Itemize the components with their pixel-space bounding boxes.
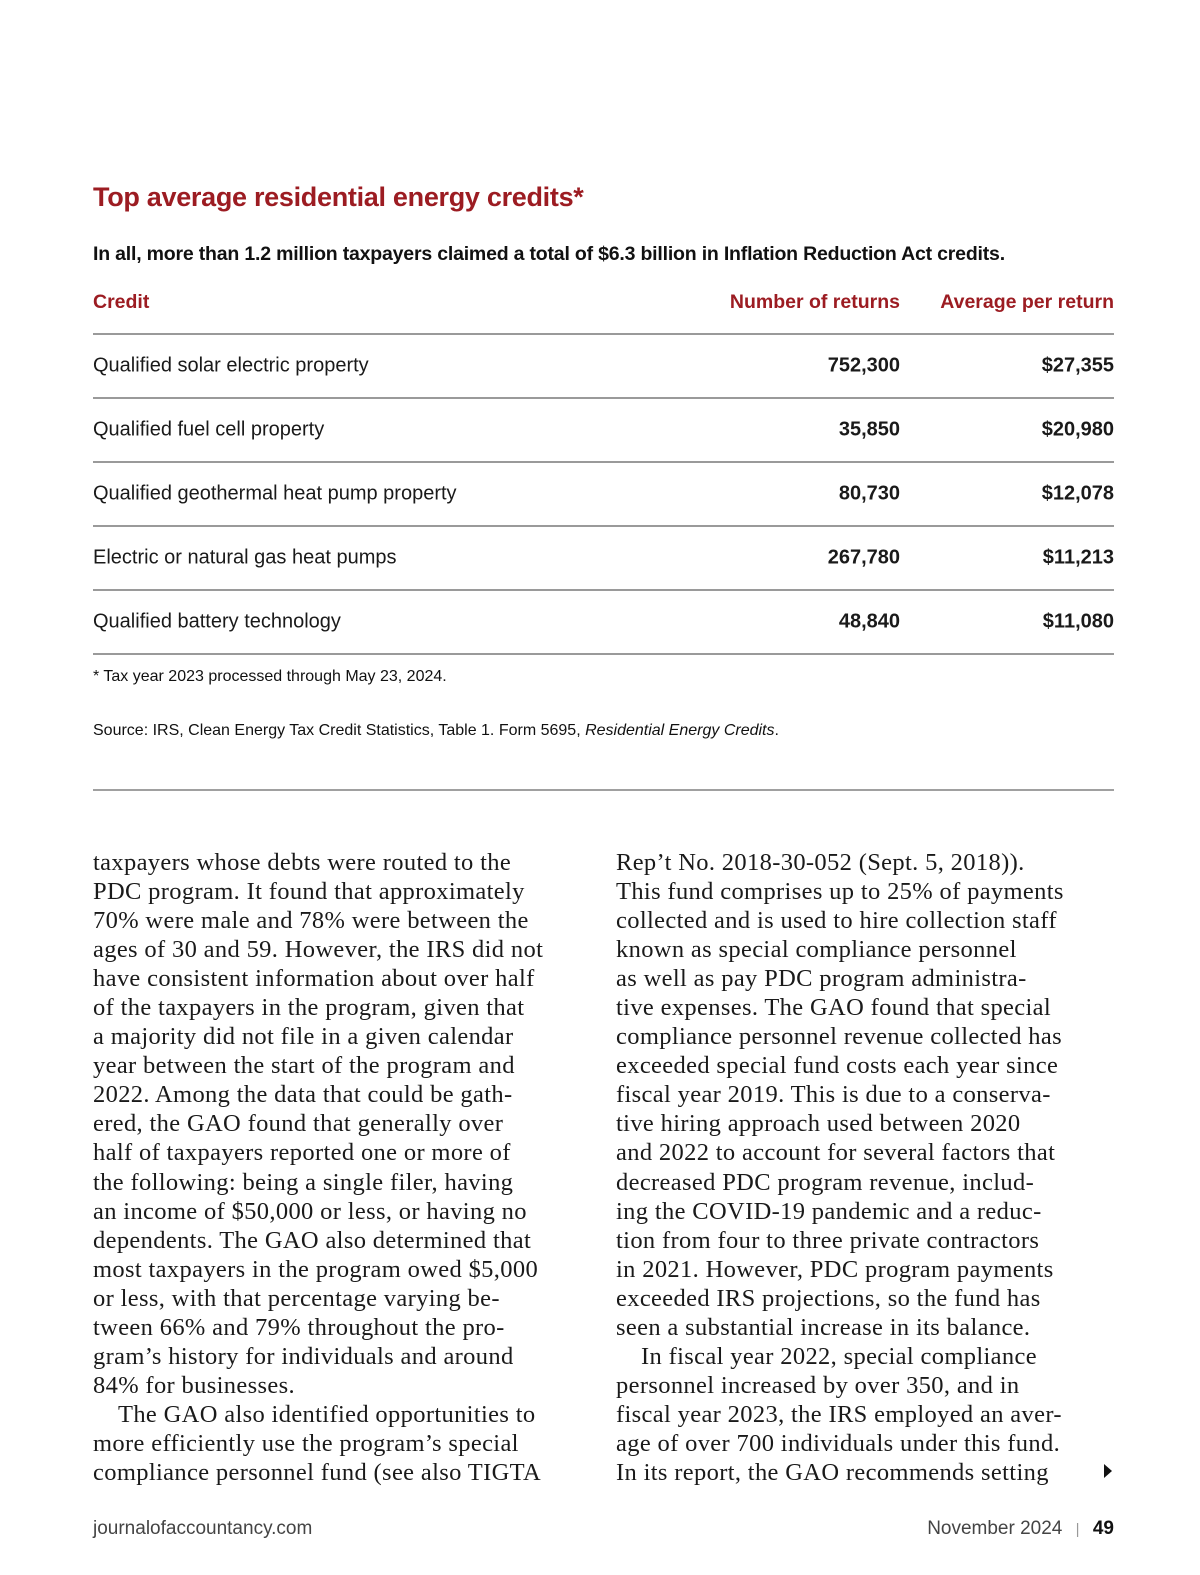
- text-line: and 2022 to account for several factors that: [616, 1139, 1056, 1167]
- table-row: [93, 526, 1114, 590]
- continue-arrow-icon: [1104, 1464, 1112, 1478]
- average-per-return: $20,980: [1041, 418, 1114, 441]
- table-row: [93, 334, 1114, 398]
- footer-folio: [927, 1518, 1114, 1540]
- text-line: the following: being a single filer, having: [93, 1168, 514, 1196]
- footer-site: journalofaccountancy.com: [93, 1518, 313, 1539]
- text-line: fiscal year 2019. This is due to a conserva-: [616, 1081, 1051, 1109]
- text-line: collected and is used to hire collection staff: [616, 907, 1057, 935]
- text-line: most taxpayers in the program owed $5,000: [93, 1255, 539, 1283]
- section-divider: [93, 789, 1114, 791]
- text-line: in 2021. However, PDC program payments: [616, 1255, 1054, 1283]
- average-per-return: $27,355: [1041, 354, 1114, 377]
- text-line: exceeded special fund costs each year since: [616, 1052, 1059, 1080]
- text-line: exceeded IRS projections, so the fund has: [616, 1284, 1041, 1312]
- average-per-return: $11,080: [1042, 610, 1114, 633]
- credit-name: Qualified fuel cell property: [93, 418, 325, 441]
- sidebar-title: Top average residential energy credits*: [93, 182, 584, 212]
- text-line: have consistent information about over half: [93, 965, 535, 993]
- text-line: tive expenses. The GAO found that special: [616, 994, 1052, 1022]
- text-line: 84% for businesses.: [93, 1371, 295, 1399]
- text-line: In its report, the GAO recommends setting: [616, 1458, 1049, 1486]
- text-line: PDC program. It found that approximately: [93, 878, 525, 906]
- text-line: known as special compliance personnel: [616, 936, 1017, 964]
- footer-date: November 2024: [927, 1518, 1063, 1539]
- number-of-returns: 267,780: [827, 546, 900, 569]
- credit-name: Qualified solar electric property: [93, 354, 369, 377]
- text-line: ages of 30 and 59. However, the IRS did not: [93, 936, 544, 964]
- text-line: an income of $50,000 or less, or having no: [93, 1197, 527, 1225]
- text-line: of the taxpayers in the program, given that: [93, 994, 525, 1022]
- footer-separator: |: [1075, 1521, 1080, 1538]
- text-line: compliance personnel fund (see also TIGTA: [93, 1458, 542, 1486]
- sidebar-subtitle: In all, more than 1.2 million taxpayers claimed a total of $6.3 billion in Inflation Reduction Act credits.: [93, 243, 1005, 265]
- number-of-returns: 80,730: [838, 482, 900, 505]
- text-line: personnel increased by over 350, and in: [616, 1371, 1020, 1399]
- text-line: tion from four to three private contractors: [616, 1226, 1040, 1254]
- credit-name: Qualified battery technology: [93, 610, 341, 633]
- table-row: [93, 398, 1114, 462]
- table-row: [93, 462, 1114, 526]
- table-header-average: Average per return: [940, 291, 1114, 313]
- credit-name: Electric or natural gas heat pumps: [93, 546, 397, 569]
- text-line: year between the start of the program and: [93, 1052, 515, 1080]
- text-line: tween 66% and 79% throughout the pro-: [93, 1313, 505, 1341]
- text-line: The GAO also identified opportunities to: [118, 1400, 536, 1428]
- text-line: tive hiring approach used between 2020: [616, 1110, 1021, 1138]
- text-line: Rep’t No. 2018-30-052 (Sept. 5, 2018)).: [616, 849, 1025, 876]
- text-line: dependents. The GAO also determined that: [93, 1226, 532, 1254]
- text-line: 2022. Among the data that could be gath-: [93, 1081, 513, 1109]
- article-left-column: [93, 848, 543, 1487]
- text-line: In fiscal year 2022, special compliance: [641, 1342, 1037, 1370]
- text-line: age of over 700 individuals under this fund.: [616, 1429, 1061, 1457]
- source-italic: Residential Energy Credits: [585, 722, 775, 739]
- text-line: decreased PDC program revenue, includ-: [616, 1168, 1035, 1196]
- source-note: [93, 722, 779, 740]
- table-header-returns: Number of returns: [729, 291, 900, 313]
- article-right-column: [616, 848, 1064, 1487]
- table-row: [93, 590, 1114, 654]
- text-line: seen a substantial increase in its balance.: [616, 1313, 1031, 1341]
- text-line: a majority did not file in a given calendar: [93, 1023, 514, 1051]
- text-line: taxpayers whose debts were routed to the: [93, 849, 512, 876]
- text-line: 70% were male and 78% were between the: [93, 907, 529, 935]
- average-per-return: $12,078: [1041, 482, 1114, 505]
- credit-name: Qualified geothermal heat pump property: [93, 482, 457, 505]
- table-divider: [93, 653, 1114, 655]
- text-line: This fund comprises up to 25% of payments: [616, 878, 1064, 906]
- text-line: ing the COVID-19 pandemic and a reduc-: [616, 1197, 1042, 1225]
- text-line: or less, with that percentage varying be-: [93, 1284, 500, 1312]
- text-line: fiscal year 2023, the IRS employed an aver-: [616, 1400, 1062, 1428]
- text-line: ered, the GAO found that generally over: [93, 1110, 504, 1138]
- source-prefix: Source: IRS, Clean Energy Tax Credit Statistics, Table 1. Form 5695,: [93, 722, 586, 739]
- text-line: gram’s history for individuals and around: [93, 1342, 514, 1370]
- table-header-credit: Credit: [93, 291, 150, 313]
- number-of-returns: 752,300: [827, 354, 900, 377]
- text-line: compliance personnel revenue collected has: [616, 1023, 1062, 1051]
- number-of-returns: 35,850: [838, 418, 900, 441]
- text-line: more efficiently use the program’s special: [93, 1429, 519, 1457]
- average-per-return: $11,213: [1042, 546, 1114, 569]
- page-number: 49: [1092, 1518, 1114, 1539]
- source-suffix: .: [774, 722, 779, 739]
- number-of-returns: 48,840: [838, 610, 900, 633]
- text-line: half of taxpayers reported one or more of: [93, 1139, 511, 1167]
- text-line: as well as pay PDC program administra-: [616, 965, 1027, 993]
- footnote: * Tax year 2023 processed through May 23, 2024.: [93, 668, 447, 685]
